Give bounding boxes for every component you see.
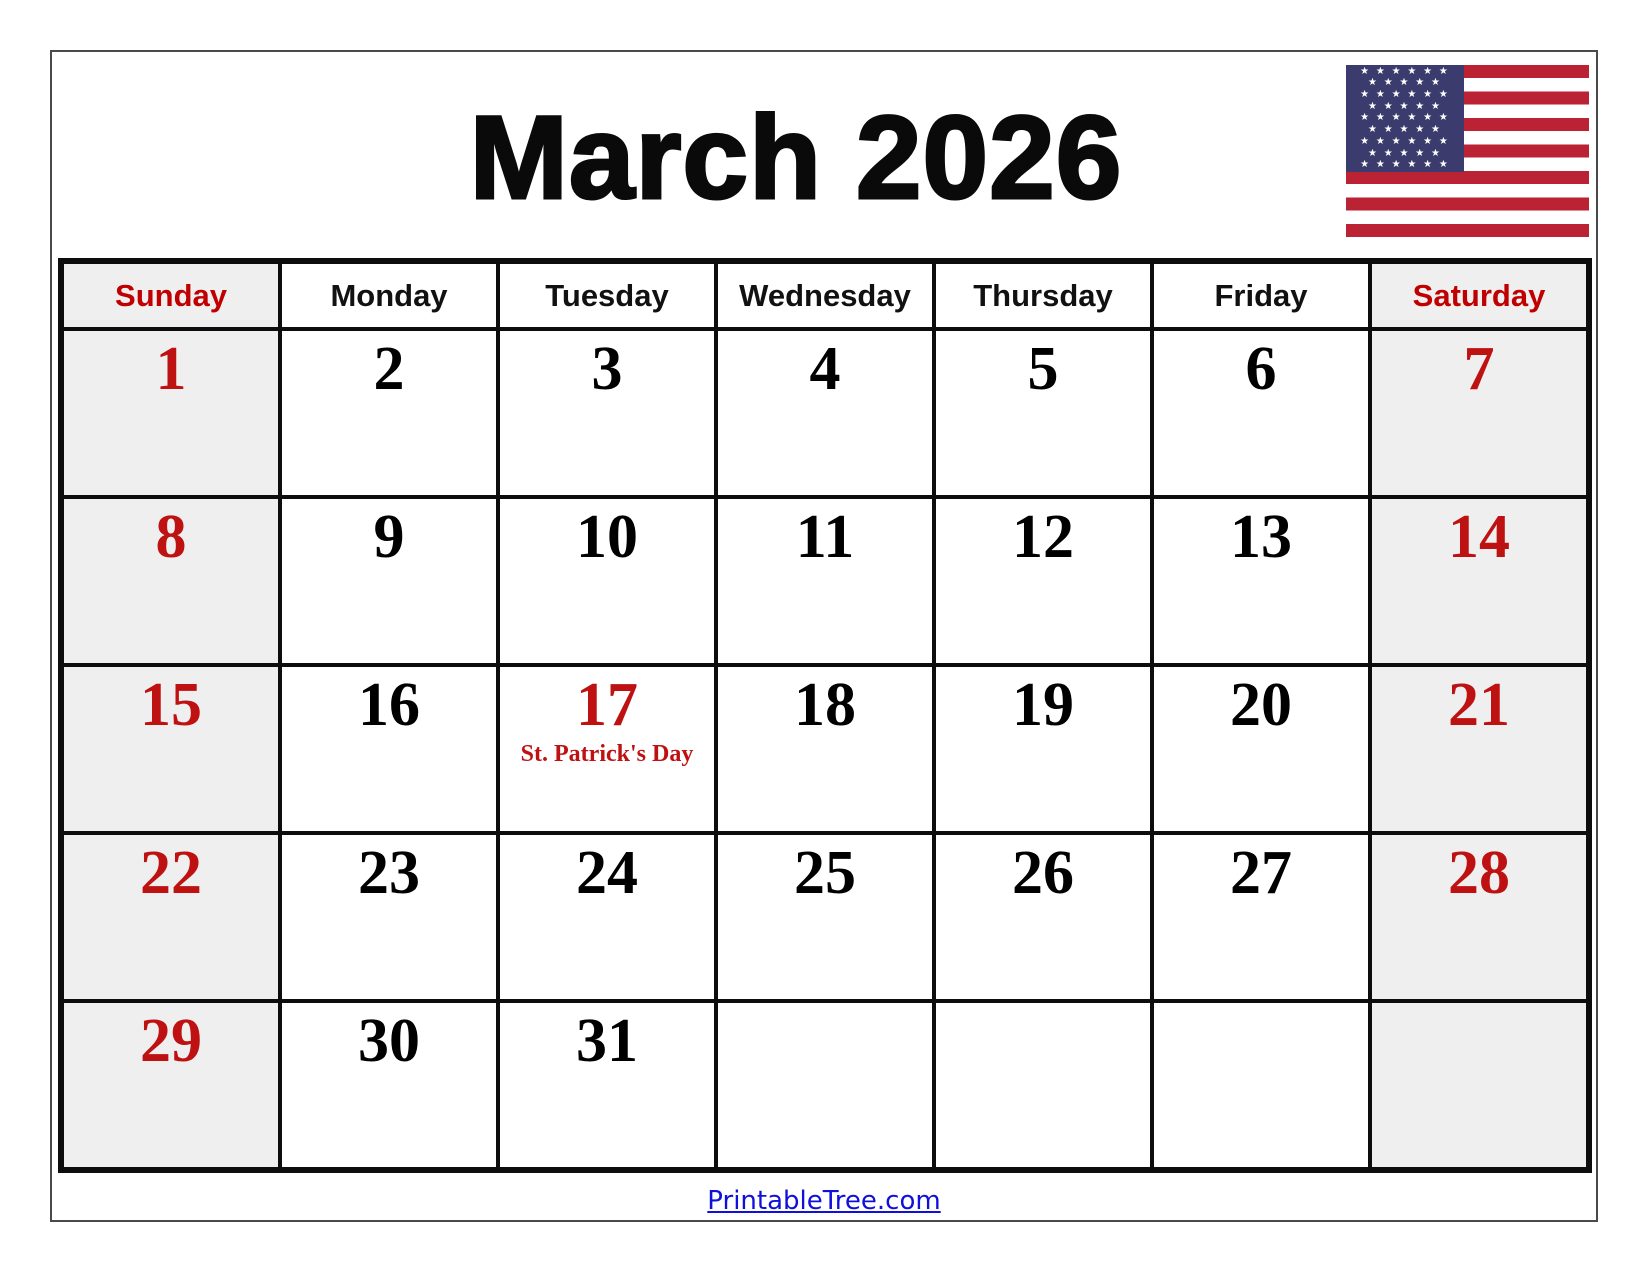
- flag-stars: ★ ★ ★ ★ ★: [1368, 78, 1442, 89]
- calendar-page: [50, 50, 1598, 1222]
- us-flag-icon: [1346, 65, 1589, 237]
- day-cell: [1152, 329, 1370, 497]
- flag-stars: ★ ★ ★ ★ ★ ★: [1360, 113, 1450, 124]
- day-cell-empty: [1370, 1001, 1588, 1169]
- flag-stars: ★ ★ ★ ★ ★: [1368, 125, 1442, 136]
- day-number: 5: [1027, 335, 1059, 403]
- day-cell: [716, 665, 934, 833]
- day-cell: [498, 329, 716, 497]
- holiday-label: St. Patrick's Day: [520, 741, 694, 768]
- day-cell: [280, 497, 498, 665]
- day-cell-empty: [1152, 1001, 1370, 1169]
- day-cell: [1152, 833, 1370, 1001]
- calendar-grid: [58, 258, 1592, 1173]
- day-number: 16: [358, 671, 420, 739]
- day-number: 23: [358, 839, 420, 907]
- day-number: 18: [794, 671, 856, 739]
- day-cell: [280, 1001, 498, 1169]
- weekday-header-tuesday: Tuesday: [498, 262, 716, 329]
- day-cell: [1370, 329, 1588, 497]
- weekday-header-thursday: Thursday: [934, 262, 1152, 329]
- flag-stars: ★ ★ ★ ★ ★: [1368, 148, 1442, 159]
- day-cell: [934, 329, 1152, 497]
- weekday-header-sunday: Sunday: [62, 262, 280, 329]
- day-number: 9: [373, 503, 405, 571]
- day-number: 25: [794, 839, 856, 907]
- day-number: 12: [1012, 503, 1074, 571]
- day-cell: [1152, 665, 1370, 833]
- day-cell: [498, 1001, 716, 1169]
- day-number: 17: [576, 671, 638, 739]
- day-cell: [62, 833, 280, 1001]
- day-number: 14: [1448, 503, 1510, 571]
- printabletree-link[interactable]: PrintableTree.com: [707, 1186, 941, 1216]
- day-cell: [280, 329, 498, 497]
- day-cell: [1152, 497, 1370, 665]
- day-number: 11: [795, 503, 855, 571]
- weekday-header-monday: Monday: [280, 262, 498, 329]
- day-cell: [62, 329, 280, 497]
- day-number: 31: [576, 1007, 638, 1075]
- day-number: 24: [576, 839, 638, 907]
- day-number: 3: [591, 335, 623, 403]
- day-cell: [1370, 497, 1588, 665]
- day-number: 13: [1230, 503, 1292, 571]
- day-cell: [280, 665, 498, 833]
- day-cell: [1370, 833, 1588, 1001]
- day-cell: [62, 1001, 280, 1169]
- day-number: 21: [1448, 671, 1510, 739]
- weekday-header-wednesday: Wednesday: [716, 262, 934, 329]
- day-cell: [62, 497, 280, 665]
- day-number: 7: [1463, 335, 1495, 403]
- day-cell-empty: [716, 1001, 934, 1169]
- day-number: 1: [155, 335, 187, 403]
- day-number: 4: [809, 335, 841, 403]
- day-number: 30: [358, 1007, 420, 1075]
- day-cell: [934, 497, 1152, 665]
- weekday-header-saturday: Saturday: [1370, 262, 1588, 329]
- us-flag-canton: [1346, 65, 1464, 172]
- day-number: 29: [140, 1007, 202, 1075]
- day-cell: [934, 665, 1152, 833]
- flag-stars: ★ ★ ★ ★ ★ ★: [1360, 160, 1450, 171]
- day-cell: [716, 329, 934, 497]
- day-cell: [716, 497, 934, 665]
- flag-stars: ★ ★ ★ ★ ★ ★: [1360, 66, 1450, 77]
- day-number: 6: [1245, 335, 1277, 403]
- day-number: 2: [373, 335, 405, 403]
- day-number: 28: [1448, 839, 1510, 907]
- day-number: 8: [155, 503, 187, 571]
- day-cell-st-patricks-day: [498, 665, 716, 833]
- day-number: 22: [140, 839, 202, 907]
- day-number: 26: [1012, 839, 1074, 907]
- day-number: 15: [140, 671, 202, 739]
- day-number: 10: [576, 503, 638, 571]
- day-number: 19: [1012, 671, 1074, 739]
- day-cell: [498, 497, 716, 665]
- day-cell: [280, 833, 498, 1001]
- day-cell: [62, 665, 280, 833]
- day-number: 27: [1230, 839, 1292, 907]
- flag-stars: ★ ★ ★ ★ ★ ★: [1360, 90, 1450, 101]
- flag-stars: ★ ★ ★ ★ ★: [1368, 101, 1442, 112]
- day-cell-empty: [934, 1001, 1152, 1169]
- day-cell: [716, 833, 934, 1001]
- day-cell: [498, 833, 716, 1001]
- day-cell: [934, 833, 1152, 1001]
- page-title: March 2026: [469, 92, 1123, 224]
- day-cell: [1370, 665, 1588, 833]
- weekday-header-friday: Friday: [1152, 262, 1370, 329]
- footer: [52, 1186, 1596, 1216]
- day-number: 20: [1230, 671, 1292, 739]
- flag-stars: ★ ★ ★ ★ ★ ★: [1360, 136, 1450, 147]
